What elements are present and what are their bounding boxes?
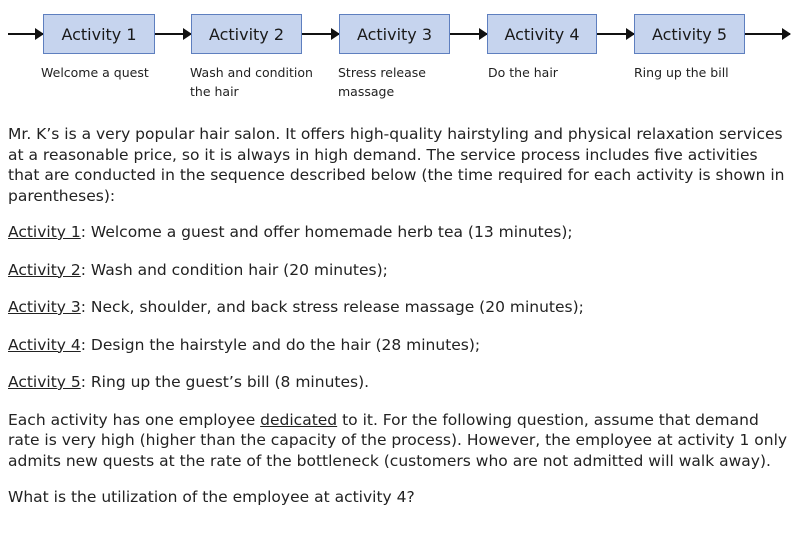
assumption-text-start: Each activity has one employee — [8, 410, 261, 429]
activity-3-desc: : Neck, shoulder, and back stress release massage (20 minutes); — [80, 298, 584, 316]
activity-4-name: Activity 4 — [8, 335, 81, 354]
activity-3-name: Activity 3 — [8, 298, 81, 316]
activity-5-box — [634, 14, 745, 54]
activity-1-line — [8, 222, 788, 243]
activity-2-desc: : Wash and condition hair (20 minutes); — [80, 260, 388, 279]
activity-5-label: Activity 5 — [651, 24, 728, 44]
activity-1-label: Activity 1 — [61, 24, 137, 44]
activity-4-desc: : Design the hairstyle and do the hair (28 minutes); — [80, 335, 481, 354]
activity-5-caption: Ring up the bill — [634, 65, 729, 80]
intro-paragraph: Mr. K’s is a very popular hair salon. It offers high-quality hairstyling and physical relaxation services at a reasonable price, so it is always in high demand. The service process includes five activities that are conducted in the sequence described below (the time required for each activity is shown in parentheses): — [8, 125, 785, 205]
activity-2-line — [8, 260, 788, 281]
activity-2-caption: Wash and condition the hair — [190, 65, 313, 99]
activity-3-caption: Stress release massage — [338, 65, 426, 99]
activity-2-name: Activity 2 — [8, 260, 81, 279]
process-flow-diagram — [0, 0, 800, 110]
activity-3-line — [8, 297, 788, 318]
activity-4-caption: Do the hair — [488, 65, 558, 80]
activity-1-desc: : Welcome a guest and offer homemade herb tea (13 minutes); — [80, 223, 573, 241]
flow-arrow-1-2 — [155, 33, 191, 35]
activity-1-caption: Welcome a quest — [41, 65, 149, 80]
problem-text — [8, 124, 788, 508]
activity-3-label: Activity 3 — [356, 24, 433, 44]
activity-3-box — [339, 14, 450, 54]
activity-5-name: Activity 5 — [8, 373, 81, 391]
question-paragraph: What is the utilization of the employee at activity 4? — [8, 488, 415, 506]
flow-arrow-in — [8, 33, 43, 35]
flow-arrow-4-5 — [597, 33, 634, 35]
assumption-text-end: to it. For the following question, assume that demand rate is very high (higher than the capacity of the process). However, the employee at activity 1 only admits new quests at the rate of the bottleneck (customers who are not admitted will walk away). — [8, 410, 788, 470]
activity-2-label: Activity 2 — [208, 24, 285, 44]
activity-4-box — [487, 14, 597, 54]
flow-arrow-2-3 — [302, 33, 339, 35]
activity-2-box — [191, 14, 302, 54]
flow-arrow-3-4 — [450, 33, 487, 35]
activity-1-box — [43, 14, 155, 54]
flow-arrow-out — [745, 33, 790, 35]
activity-1-name: Activity 1 — [8, 223, 81, 241]
activity-5-desc: : Ring up the guest’s bill (8 minutes). — [80, 373, 370, 391]
activity-4-line — [8, 335, 788, 356]
assumption-paragraph — [8, 410, 788, 472]
dedicated-emphasis: dedicated — [260, 410, 338, 429]
activity-5-line — [8, 372, 788, 393]
activity-4-label: Activity 4 — [504, 24, 580, 44]
